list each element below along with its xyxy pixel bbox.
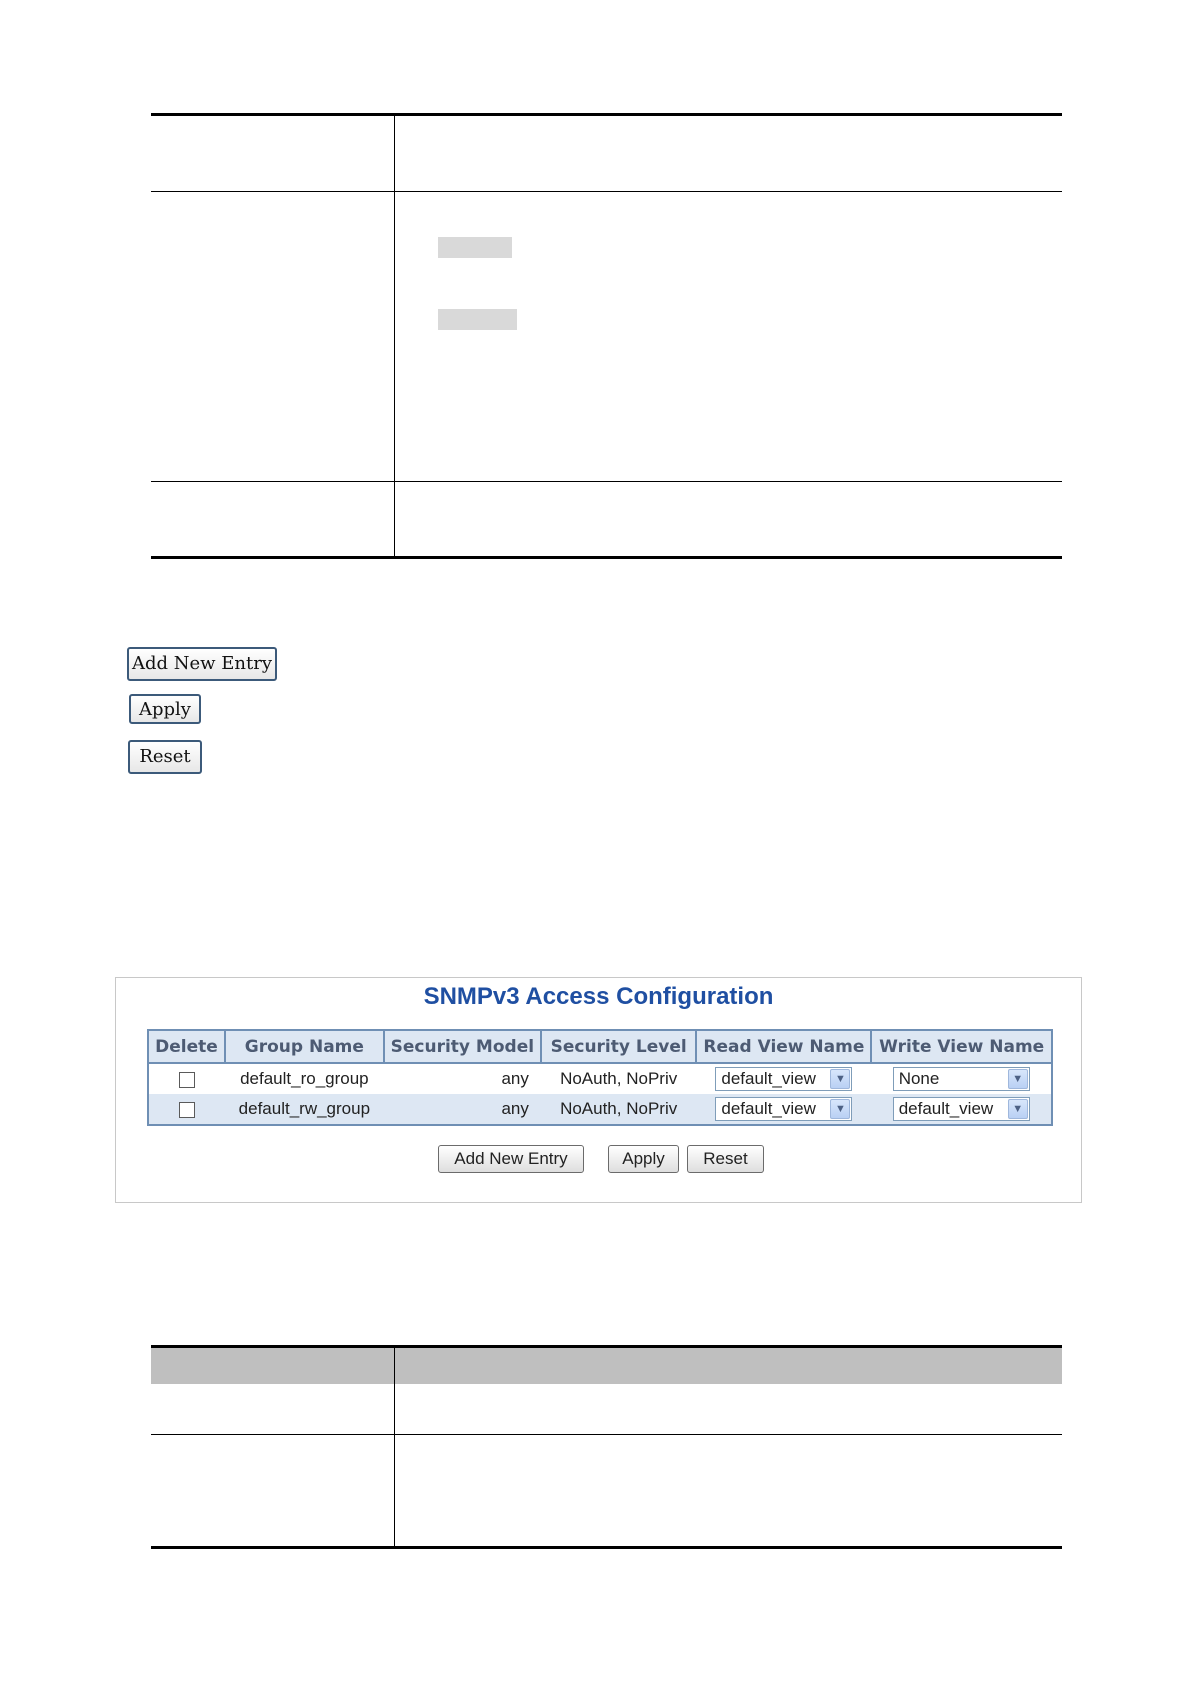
delete-cell bbox=[148, 1063, 225, 1094]
security-level-cell: NoAuth, NoPriv bbox=[541, 1094, 697, 1125]
table-bottom-rule bbox=[151, 1546, 1062, 1549]
column-divider bbox=[394, 116, 395, 556]
column-header-security-level: Security Level bbox=[541, 1030, 697, 1063]
write-view-value: None bbox=[898, 1069, 940, 1088]
chevron-down-icon[interactable]: ▼ bbox=[830, 1099, 850, 1119]
highlight-mark bbox=[438, 309, 517, 330]
security-model-cell: any bbox=[384, 1063, 541, 1094]
highlight-mark bbox=[438, 237, 512, 258]
row-divider bbox=[151, 481, 1062, 482]
write-view-cell bbox=[871, 1094, 1052, 1125]
security-model-cell: any bbox=[384, 1094, 541, 1125]
group-name-cell: default_ro_group bbox=[225, 1063, 384, 1094]
column-header-read-view-name: Read View Name bbox=[696, 1030, 871, 1063]
add-new-entry-button[interactable]: Add New Entry bbox=[127, 647, 277, 681]
parameter-table bbox=[151, 1345, 1062, 1552]
column-header-write-view-name: Write View Name bbox=[871, 1030, 1052, 1063]
security-level-cell: NoAuth, NoPriv bbox=[541, 1063, 697, 1094]
snmpv3-access-configuration-panel bbox=[115, 977, 1082, 1203]
column-header-group-name: Group Name bbox=[225, 1030, 384, 1063]
table-bottom-rule bbox=[151, 556, 1062, 559]
read-view-value: default_view bbox=[721, 1069, 816, 1088]
apply-button[interactable]: Apply bbox=[129, 694, 201, 724]
description-table bbox=[151, 113, 1062, 562]
read-view-select[interactable] bbox=[715, 1097, 852, 1121]
table-row bbox=[148, 1094, 1052, 1125]
apply-button[interactable]: Apply bbox=[608, 1145, 679, 1173]
write-view-select[interactable] bbox=[893, 1067, 1030, 1091]
add-new-entry-button[interactable]: Add New Entry bbox=[438, 1145, 584, 1173]
reset-button[interactable]: Reset bbox=[128, 740, 202, 774]
table-header-row bbox=[151, 1348, 1062, 1384]
table-header-row bbox=[148, 1030, 1052, 1063]
delete-checkbox[interactable] bbox=[179, 1072, 195, 1088]
column-divider bbox=[394, 1348, 395, 1546]
column-header-security-model: Security Model bbox=[384, 1030, 541, 1063]
row-divider bbox=[151, 1434, 1062, 1435]
panel-title: SNMPv3 Access Configuration bbox=[423, 983, 774, 1010]
delete-checkbox[interactable] bbox=[179, 1102, 195, 1118]
read-view-cell bbox=[696, 1094, 871, 1125]
column-header-delete: Delete bbox=[148, 1030, 225, 1063]
chevron-down-icon[interactable]: ▼ bbox=[1008, 1099, 1028, 1119]
group-name-cell: default_rw_group bbox=[225, 1094, 384, 1125]
table-top-rule bbox=[151, 113, 1062, 116]
write-view-value: default_view bbox=[898, 1099, 994, 1118]
delete-cell bbox=[148, 1094, 225, 1125]
write-view-select[interactable] bbox=[893, 1097, 1030, 1121]
row-divider bbox=[151, 191, 1062, 192]
read-view-value: default_view bbox=[721, 1099, 816, 1118]
read-view-select[interactable] bbox=[715, 1067, 852, 1091]
access-config-table bbox=[147, 1029, 1053, 1126]
table-row bbox=[148, 1063, 1052, 1094]
reset-button[interactable]: Reset bbox=[687, 1145, 764, 1173]
chevron-down-icon[interactable]: ▼ bbox=[1008, 1069, 1028, 1089]
chevron-down-icon[interactable]: ▼ bbox=[830, 1069, 850, 1089]
read-view-cell bbox=[696, 1063, 871, 1094]
write-view-cell bbox=[871, 1063, 1052, 1094]
